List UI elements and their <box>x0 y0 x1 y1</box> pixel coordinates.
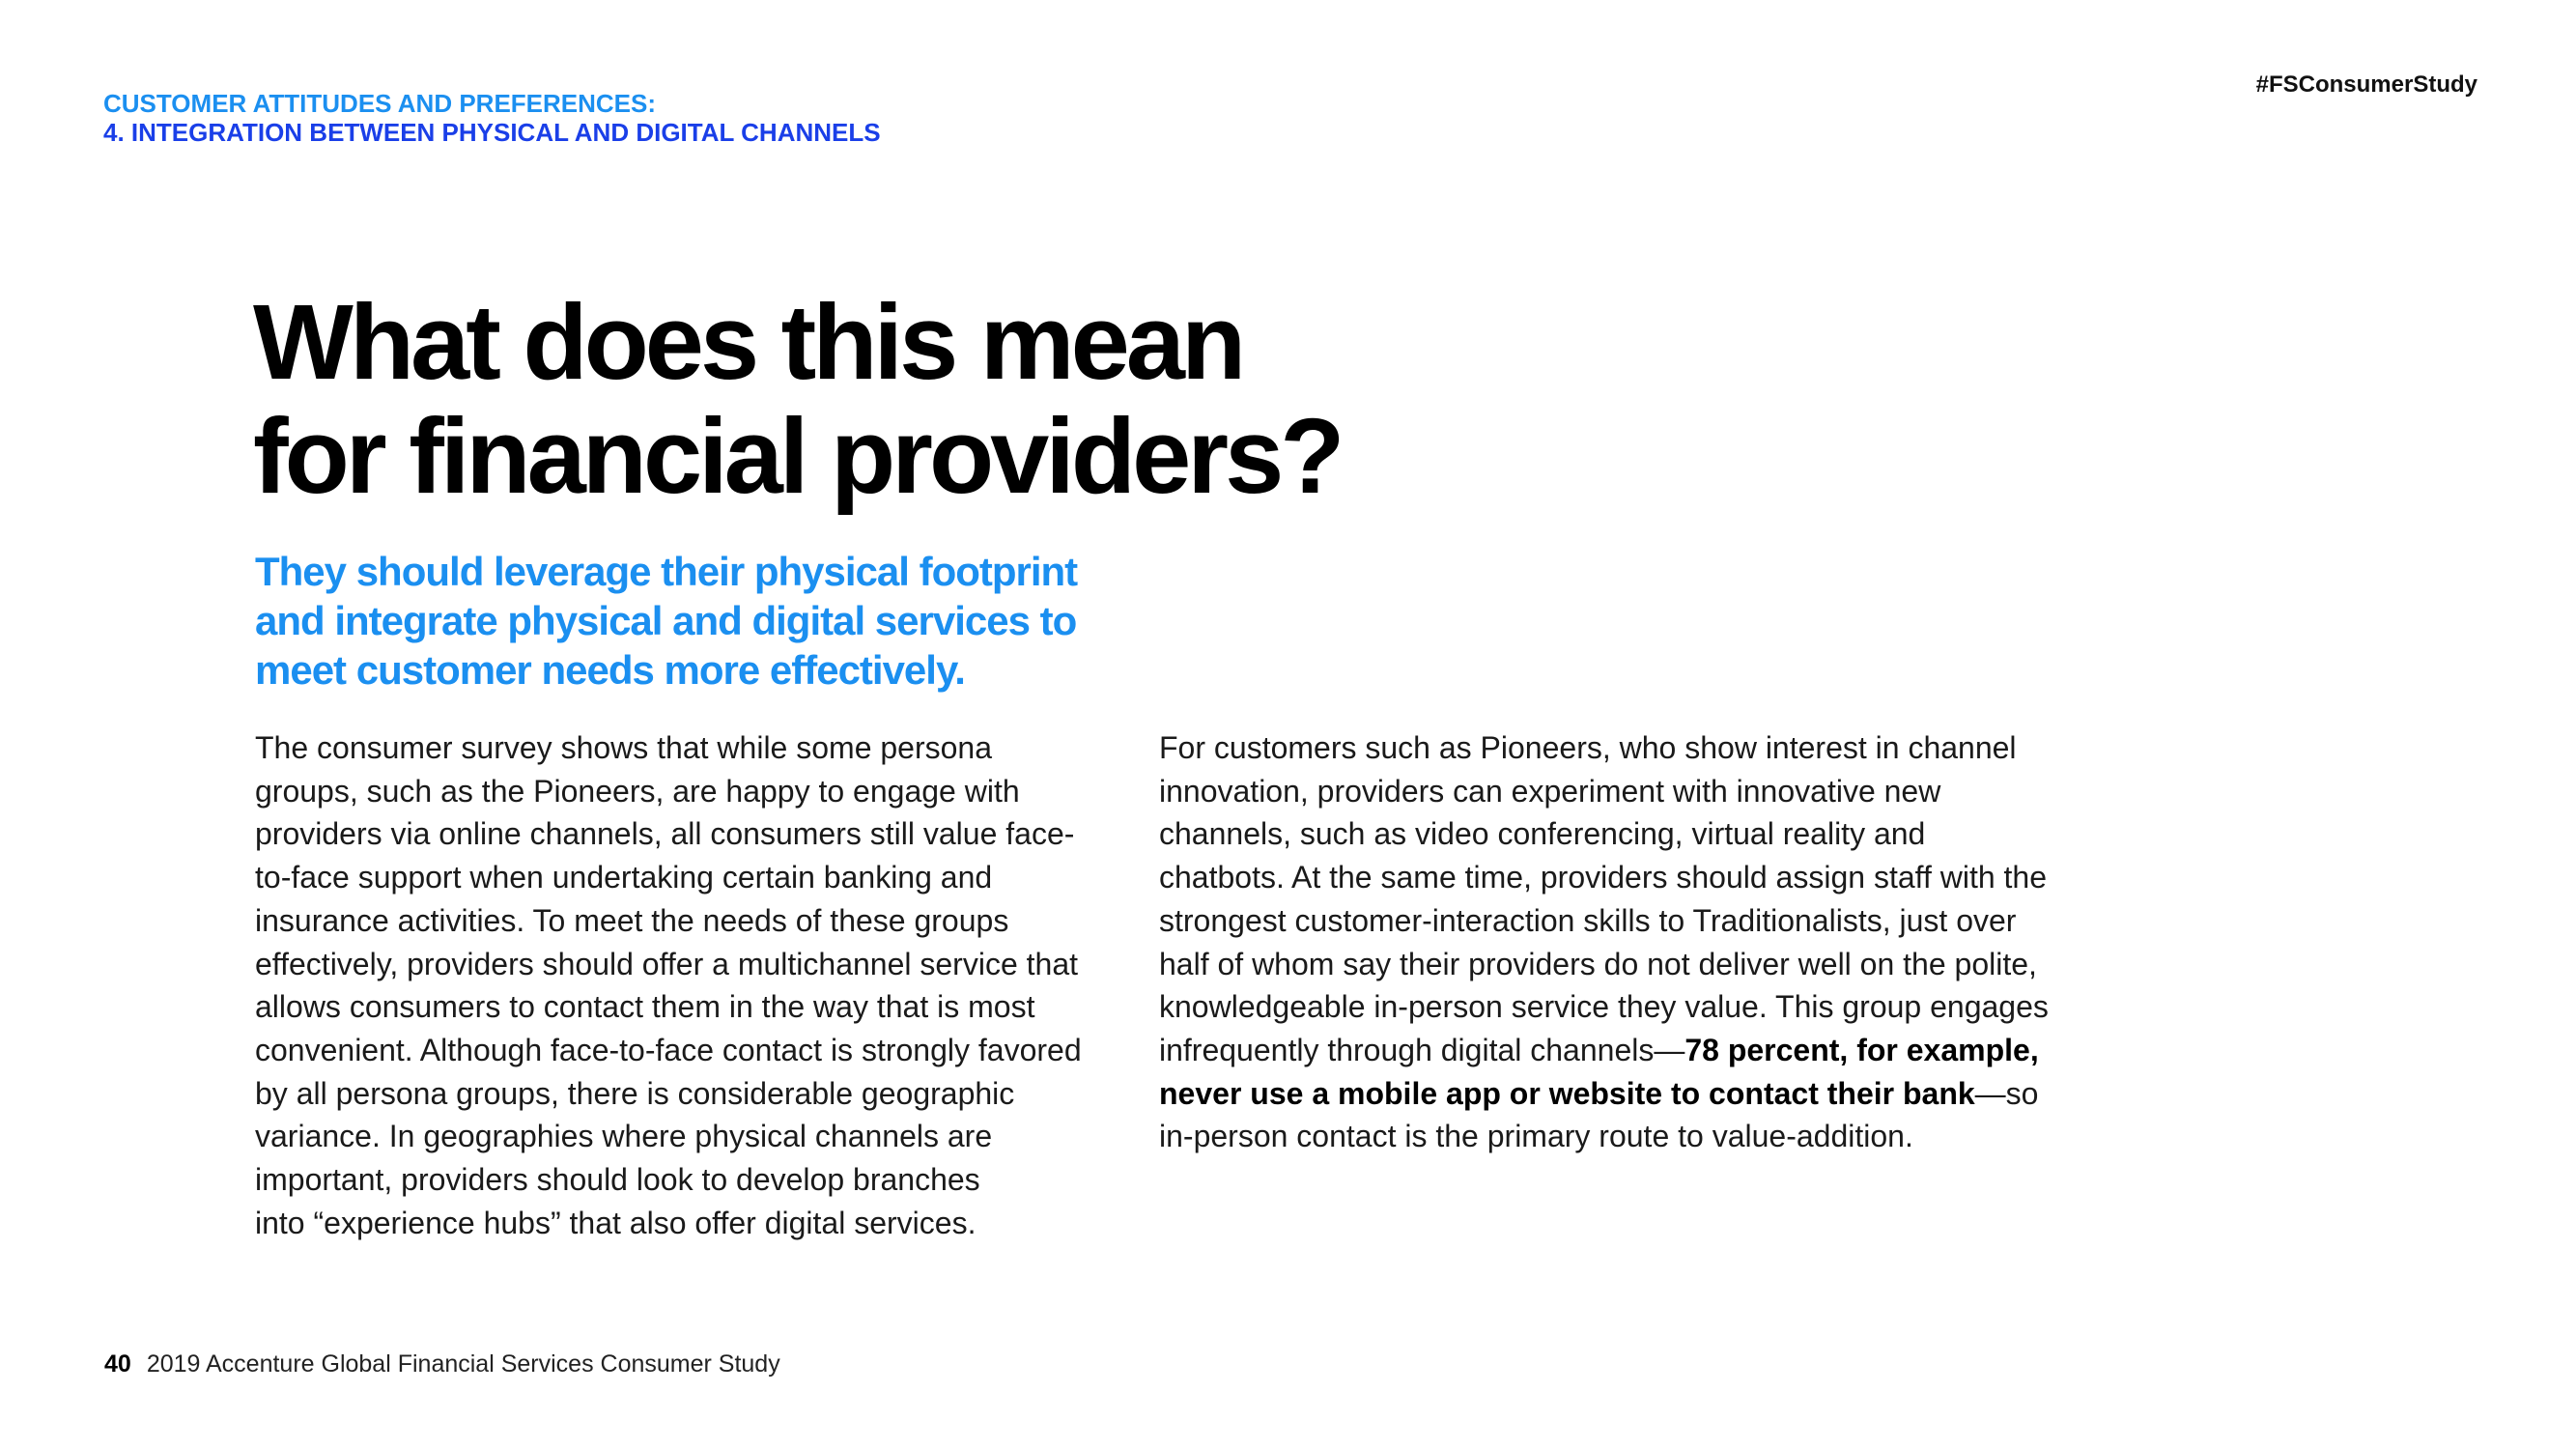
page-title <box>253 283 1342 516</box>
body-line: variance. In geographies where physical channels are <box>255 1119 993 1154</box>
body-line: strongest customer-interaction skills to Traditionalists, just over <box>1159 902 2017 938</box>
body-line: knowledgeable in-person service they value. This group engages <box>1159 989 2049 1025</box>
body-column-left <box>255 726 1124 1244</box>
body-line: half of whom say their providers do not deliver well on the polite, <box>1159 946 2037 981</box>
subheading <box>255 547 1221 695</box>
body-line: allows consumers to contact them in the way that is most <box>255 989 1035 1025</box>
subheading-line2: and integrate physical and digital services to <box>255 598 1077 643</box>
page-number: 40 <box>104 1350 131 1378</box>
footer <box>104 1350 780 1378</box>
body-line: important, providers should look to develop branches <box>255 1162 980 1198</box>
body-line: chatbots. At the same time, providers should assign staff with the <box>1159 860 2047 895</box>
body-line: to-face support when undertaking certain banking and <box>255 860 993 895</box>
body-line: effectively, providers should offer a multichannel service that <box>255 946 1078 981</box>
body-line: providers via online channels, all consumers still value face- <box>255 816 1075 852</box>
body-line: innovation, providers can experiment with innovative new <box>1159 773 1941 809</box>
body-line: into “experience hubs” that also offer digital services. <box>255 1205 977 1240</box>
body-line: in-person contact is the primary route to value-addition. <box>1159 1119 1913 1154</box>
subheading-line3: meet customer needs more effectively. <box>255 647 965 693</box>
body-line: channels, such as video conferencing, virtual reality and <box>1159 816 1926 852</box>
hashtag: #FSConsumerStudy <box>2255 71 2477 98</box>
page-title-line2: for financial providers? <box>253 397 1342 516</box>
body-text-plain: —so <box>1974 1075 2039 1111</box>
body-line <box>1159 1072 2086 1116</box>
section-title-line1: CUSTOMER ATTITUDES AND PREFERENCES: <box>103 89 657 118</box>
publication-title: 2019 Accenture Global Financial Services Consumer Study <box>146 1350 780 1378</box>
body-line <box>1159 1029 2086 1072</box>
body-line: insurance activities. To meet the needs of these groups <box>255 902 1009 938</box>
body-line: For customers such as Pioneers, who show interest in channel <box>1159 730 2017 765</box>
body-line: by all persona groups, there is considerable geographic <box>255 1075 1015 1111</box>
subheading-line1: They should leverage their physical footprint <box>255 549 1078 594</box>
body-column-right <box>1159 726 2086 1158</box>
body-line: The consumer survey shows that while some persona <box>255 730 993 765</box>
section-header <box>103 89 881 147</box>
body-text-plain: infrequently through digital channels— <box>1159 1032 1685 1067</box>
highlight-statistic-continued: never use a mobile app or website to contact their bank <box>1159 1075 1975 1111</box>
body-line: convenient. Although face-to-face contact is strongly favored <box>255 1032 1082 1067</box>
page-title-line1: What does this mean <box>253 283 1243 402</box>
body-line: groups, such as the Pioneers, are happy to engage with <box>255 773 1020 809</box>
section-title-line2: 4. INTEGRATION BETWEEN PHYSICAL AND DIGITAL CHANNELS <box>103 118 881 147</box>
highlight-statistic: 78 percent, for example, <box>1684 1032 2039 1067</box>
